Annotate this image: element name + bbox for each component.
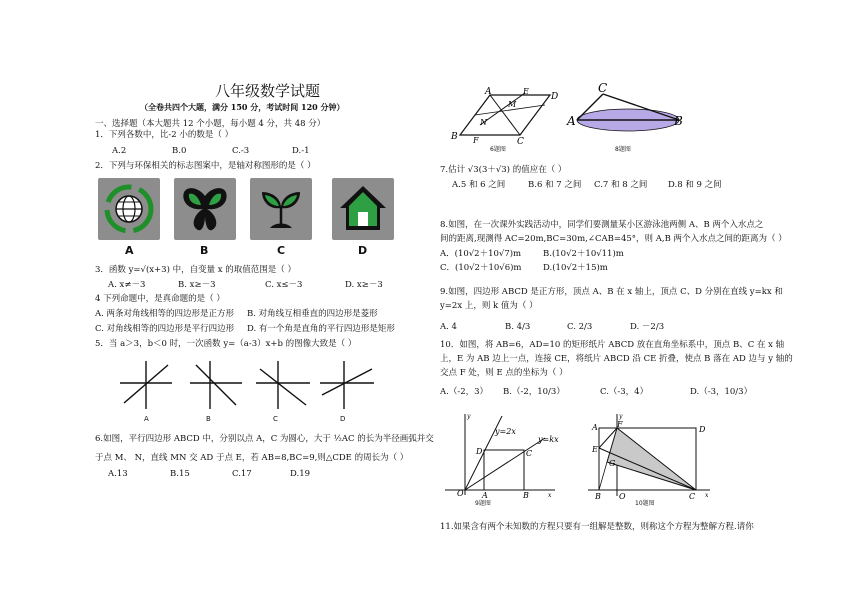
q9-option-b: B. 4/3	[505, 322, 531, 332]
sprout-icon	[250, 178, 312, 240]
svg-text:A: A	[592, 423, 598, 432]
q4-stem: 4 下列命题中，是真命题的是（ ）	[95, 294, 225, 304]
figure-9-square	[440, 410, 560, 502]
q7-option-b: B.6 和 7 之间	[528, 180, 582, 190]
q1-option-a: A.2	[112, 146, 127, 156]
q9-option-c: C. 2/3	[567, 322, 593, 332]
q5-graph-c	[256, 361, 310, 409]
q5-graph-a	[120, 361, 172, 409]
svg-text:x: x	[705, 492, 709, 499]
svg-text:x: x	[548, 492, 552, 499]
page-title: 八年级数学试题	[215, 82, 321, 100]
q5-graph-d	[320, 361, 374, 409]
q2-label-b: B	[200, 244, 209, 257]
q4-option-b: B. 对角线互相垂直的四边形是菱形	[247, 309, 378, 319]
svg-text:C: C	[689, 492, 696, 501]
figure-8-caption: 8题图	[615, 146, 631, 153]
svg-text:C: C	[517, 137, 524, 147]
svg-text:y: y	[619, 413, 623, 420]
svg-text:B: B	[523, 491, 529, 500]
butterfly-icon	[174, 178, 236, 240]
q8-option-c: C．(10√2＋10√6)m	[440, 263, 522, 273]
q5-graph-options	[110, 355, 390, 420]
svg-text:y: y	[467, 413, 471, 420]
svg-text:F: F	[617, 420, 623, 429]
q5-label-d: D	[340, 415, 346, 423]
section-heading: 一、选择题（本大题共 12 个小题，每小题 4 分，共 48 分）	[95, 119, 326, 129]
svg-text:O: O	[619, 492, 626, 501]
q1-stem: 1．下列各数中，比-2 小的数是（ ）	[95, 130, 234, 140]
q8-stem-line1: 8.如图，在一次课外实践活动中，同学们要测量某小区游泳池两侧 A、B 两个入水点之	[440, 220, 764, 230]
q8-option-b: B.(10√2＋10√11)m	[543, 249, 624, 259]
q3-option-d: D. x≥－3	[345, 280, 383, 290]
q3-option-c: C. x≤－3	[265, 280, 303, 290]
q3-option-a: A. x≠－3	[108, 280, 146, 290]
svg-text:B: B	[595, 492, 601, 501]
q10-stem-line3: 交点 F 处，则 E 点的坐标为（ ）	[440, 368, 568, 378]
svg-text:F: F	[473, 136, 479, 145]
q6-option-a: A.13	[108, 469, 128, 479]
q11-stem: 11.如果含有两个未知数的方程只要有一组解是整数，则称这个方程为整解方程.请你	[440, 522, 754, 532]
exam-subtitle: （全卷共四个大题，满分 150 分，考试时间 120 分钟）	[140, 102, 345, 112]
globe-recycle-icon	[98, 178, 160, 240]
svg-text:C: C	[526, 449, 533, 458]
svg-text:G: G	[609, 459, 616, 468]
q6-option-d: D.19	[290, 469, 311, 479]
svg-text:E: E	[592, 445, 598, 454]
q9-option-d: D. －2/3	[630, 322, 665, 332]
q7-option-d: D.8 和 9 之间	[668, 180, 722, 190]
q5-graph-b	[190, 361, 242, 409]
q8-option-a: A．(10√2＋10√7)m	[440, 249, 522, 259]
q10-stem-line2: 上，E 为 AB 边上一点，连接 CE，将纸片 ABCD 沿 CE 折叠，使点 B 落在 AD 边与 y 轴的	[440, 354, 793, 364]
svg-text:N: N	[480, 118, 487, 127]
svg-text:D: D	[476, 447, 483, 456]
q8-stem-line2: 间的距离,现测得 AC=20m,BC=30m,∠CAB=45°，则 A,B 两个入水点之间的距离为（ ）	[440, 234, 787, 244]
figure-6-caption: 6题图	[490, 146, 506, 153]
svg-text:D: D	[699, 425, 706, 434]
figure-9-caption: 9题图	[475, 500, 491, 507]
q1-option-b: B.0	[172, 146, 187, 156]
q7-option-a: A.5 和 6 之间	[452, 180, 506, 190]
q10-option-d: D.（-3，10/3）	[690, 387, 753, 397]
q10-option-b: B.（-2，10/3）	[503, 387, 565, 397]
q1-option-c: C.-3	[232, 146, 250, 156]
svg-text:O: O	[457, 489, 464, 498]
q9-stem-line2: y=2x 上，则 k 值为（ ）	[440, 301, 538, 311]
q4-option-d: D. 有一个角是直角的平行四边形是矩形	[247, 324, 395, 334]
svg-text:A: A	[482, 491, 488, 500]
q9-option-a: A. 4	[440, 322, 457, 332]
q6-stem-line1: 6.如图，平行四边形 ABCD 中，分别以点 A，C 为圆心，大于 ½AC 的长为半径画弧并交	[95, 434, 434, 444]
q10-option-c: C.（-3，4）	[600, 387, 649, 397]
q2-label-d: D	[358, 244, 368, 257]
svg-text:E: E	[523, 87, 529, 96]
svg-text:B: B	[674, 114, 683, 128]
house-icon	[332, 178, 394, 240]
q2-label-a: A	[125, 244, 134, 257]
q8-option-d: D.(10√2＋15)m	[543, 263, 608, 273]
svg-text:A: A	[485, 87, 492, 97]
q3-stem: 3．函数 y=√(x+3) 中，自变量 x 的取值范围是（ ）	[95, 265, 297, 275]
figure-8-pool	[565, 80, 695, 142]
svg-text:C: C	[598, 81, 608, 95]
figure-6-parallelogram	[445, 85, 570, 147]
q6-stem-line2: 于点 M、 N，直线 MN 交 AD 于点 E，若 AB=8,BC=9,则△CDE 的周长为（ ）	[95, 453, 409, 463]
q3-option-b: B. x≥－3	[178, 280, 216, 290]
svg-text:D: D	[551, 92, 559, 102]
q6-option-b: B.15	[170, 469, 190, 479]
q7-stem: 7.估计 √3(3＋√3) 的值应在（ ）	[440, 165, 567, 175]
svg-text:y=2x: y=2x	[495, 427, 516, 436]
q2-label-c: C	[277, 244, 286, 257]
q7-option-c: C.7 和 8 之间	[594, 180, 648, 190]
figure-10-caption: 10题图	[635, 500, 655, 507]
q1-option-d: D.-1	[292, 146, 310, 156]
svg-text:B: B	[451, 132, 458, 142]
svg-text:M: M	[508, 100, 517, 109]
q5-label-b: B	[206, 415, 211, 423]
svg-text:A: A	[567, 114, 576, 128]
q4-option-a: A. 两条对角线相等的四边形是正方形	[95, 309, 235, 319]
q10-option-a: A.（-2，3）	[440, 387, 489, 397]
q5-label-a: A	[144, 415, 149, 423]
q2-stem: 2．下列与环保相关的标志图案中，是轴对称图形的是（ ）	[95, 161, 316, 171]
q6-option-c: C.17	[232, 469, 252, 479]
svg-text:y=kx: y=kx	[538, 435, 559, 444]
q4-option-c: C. 对角线相等的四边形是平行四边形	[95, 324, 235, 334]
figure-10-rectangle	[585, 410, 715, 502]
q5-label-c: C	[273, 415, 278, 423]
q9-stem-line1: 9.如图，四边形 ABCD 是正方形，顶点 A、B 在 x 轴上，顶点 C、D 分别在直线 y=kx 和	[440, 287, 783, 297]
q5-stem: 5．当 a＞3，b＜0 时，一次函数 y=（a-3）x+b 的图像大致是（ ）	[95, 339, 357, 349]
q10-stem-line1: 10．如图，将 AB=6，AD=10 的矩形纸片 ABCD 放在直角坐标系中，顶点 B、C 在 x 轴	[440, 340, 785, 350]
